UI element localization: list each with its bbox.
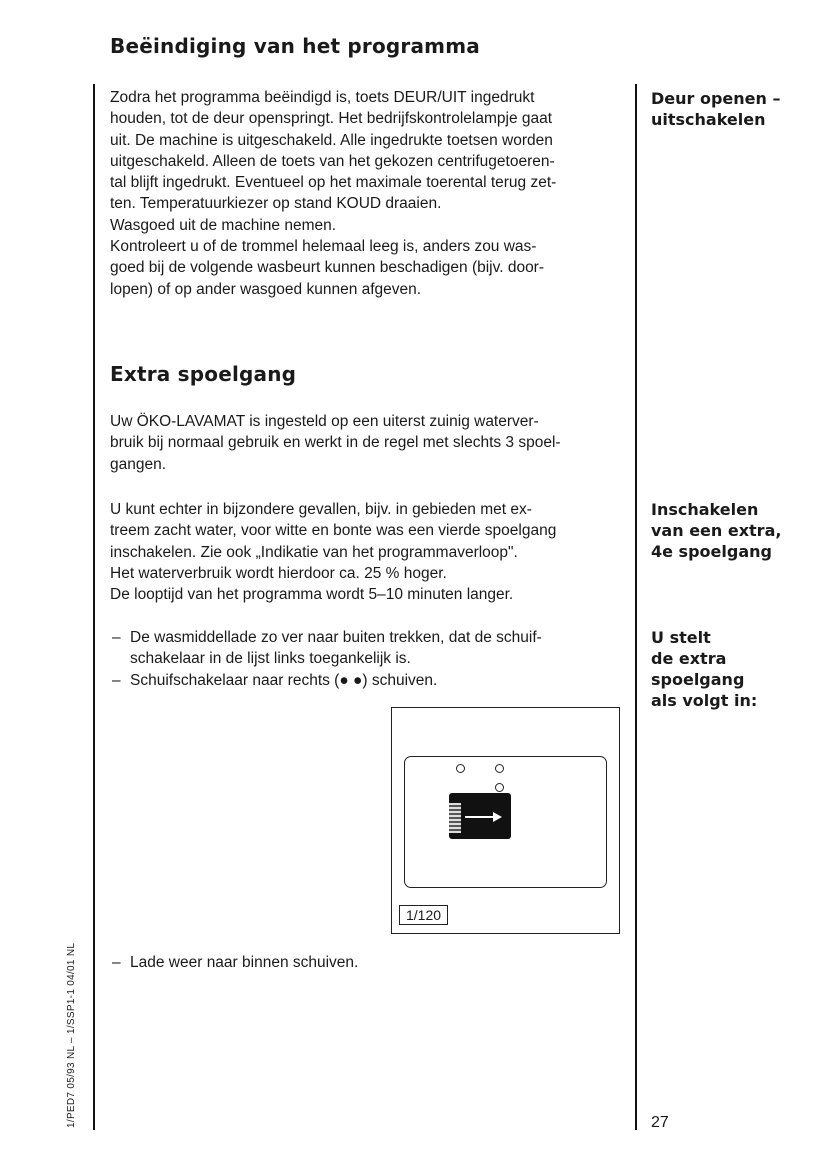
indicator-led <box>495 764 504 773</box>
text-line: lopen) of op ander wasgoed kunnen afgeven. <box>110 280 422 298</box>
text-line: uit. De machine is uitgeschakeld. Alle ingedrukte toetsen worden <box>110 131 553 149</box>
text-line: goed bij de volgende wasbeurt kunnen beschadigen (bijv. door- <box>110 259 545 277</box>
text-line: inschakelen. Zie ook „Indikatie van het programmaverloop". <box>110 543 518 561</box>
side-note-line: 4e spoelgang <box>651 542 772 561</box>
side-note-line: Inschakelen <box>651 500 759 519</box>
text-line: De looptijd van het programma wordt 5–10 minuten langer. <box>110 586 514 604</box>
text-line: Uw ÖKO-LAVAMAT is ingesteld op een uiterst zuinig waterver- <box>110 413 539 430</box>
text-line: Schuifschakelaar naar rechts (● ●) schuiven. <box>130 671 438 689</box>
text-line: Wasgoed uit de machine nemen. <box>110 216 337 234</box>
extra-rinse-intro-paragraph <box>110 411 625 475</box>
switch-hatch <box>449 803 461 833</box>
list-item <box>112 627 627 670</box>
side-note-line: de extra <box>651 649 727 668</box>
bullet-dash: – <box>112 671 121 689</box>
end-program-paragraph <box>110 87 625 300</box>
text-line: U kunt echter in bijzondere gevallen, bijv. in gebieden met ex- <box>110 501 532 518</box>
text-line: schakelaar in de lijst links toegankelijk is. <box>130 650 411 668</box>
text-line: tal blijft ingedrukt. Eventueel op het maximale toerental terug zet- <box>110 174 557 192</box>
text-line: uitgeschakeld. Alleen de toets van het gekozen centrifugetoeren- <box>110 152 555 170</box>
control-panel-illustration <box>404 756 607 888</box>
steps-list <box>112 627 627 691</box>
side-note-line: van een extra, <box>651 521 782 540</box>
text-line: De wasmiddellade zo ver naar buiten trekken, dat de schuif- <box>130 629 542 646</box>
side-note-line: spoelgang <box>651 670 745 689</box>
right-arrow-icon <box>463 809 503 825</box>
side-note-line: uitschakelen <box>651 110 766 129</box>
list-item <box>112 670 627 691</box>
figure-frame <box>391 707 620 934</box>
text-line: ten. Temperatuurkiezer op stand KOUD draaien. <box>110 195 442 213</box>
text-line: bruik bij normaal gebruik en werkt in de regel met slechts 3 spoel- <box>110 434 561 452</box>
text-line: Kontroleert u of de trommel helemaal leeg is, anders zou was- <box>110 238 537 256</box>
text-line: Het waterverbruik wordt hierdoor ca. 25 % hoger. <box>110 564 447 582</box>
side-note-line: Deur openen – <box>651 89 781 108</box>
left-margin-rule <box>93 84 95 1130</box>
bullet-dash: – <box>112 629 121 646</box>
side-note-how-to-set <box>651 627 811 711</box>
bullet-dash: – <box>112 954 121 971</box>
side-note-enable-extra-rinse <box>651 499 811 562</box>
figure-label: 1/120 <box>399 905 448 925</box>
side-note-line: U stelt <box>651 628 711 647</box>
text-line: houden, tot de deur openspringt. Het bedrijfskontrolelampje gaat <box>110 110 553 128</box>
text-line: Zodra het programma beëindigd is, toets DEUR/UIT ingedrukt <box>110 89 535 106</box>
list-item <box>112 952 645 973</box>
side-note-line: als volgt in: <box>651 691 758 710</box>
extra-rinse-detail-paragraph <box>110 499 625 605</box>
text-line: Lade weer naar binnen schuiven. <box>130 954 359 971</box>
indicator-led <box>495 783 504 792</box>
indicator-led <box>456 764 465 773</box>
section-title-extra-rinse: Extra spoelgang <box>110 362 297 386</box>
vertical-document-code: 1/PED7 05/93 NL – 1/SSP1-1 04/01 NL <box>66 942 77 1128</box>
text-line: treem zacht water, voor witte en bonte was een vierde spoelgang <box>110 522 557 540</box>
text-line: gangen. <box>110 455 167 473</box>
page-number: 27 <box>651 1114 669 1131</box>
slide-switch <box>449 793 511 839</box>
side-note-door-open <box>651 88 811 130</box>
section-title-end-program: Beëindiging van het programma <box>110 34 480 58</box>
